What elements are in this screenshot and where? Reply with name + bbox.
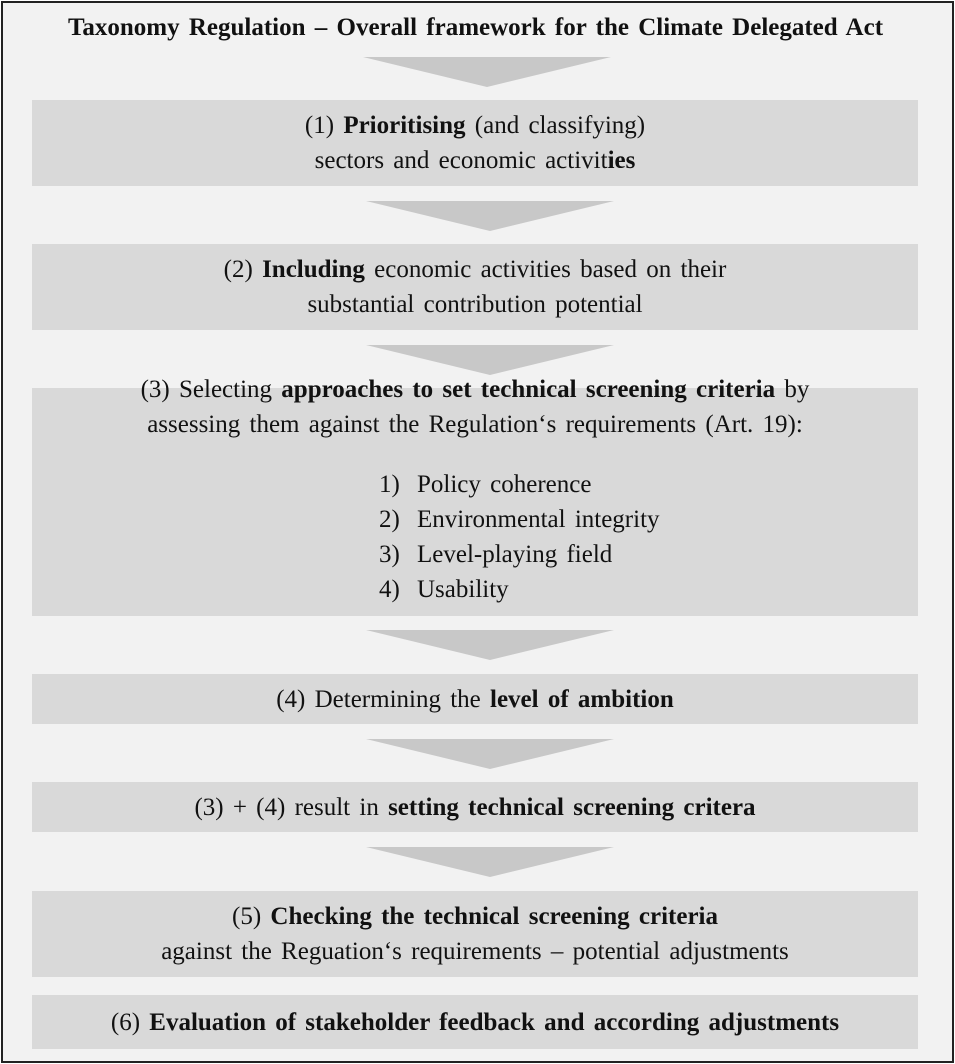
step-4-box	[32, 674, 918, 724]
requirement-item: 4) Usability	[379, 576, 509, 603]
flow-arrow	[366, 630, 614, 660]
step-4-line-1: (4) Determining the level of ambition	[276, 685, 674, 713]
requirement-item: 1) Policy coherence	[379, 471, 592, 498]
flow-arrow	[363, 57, 611, 87]
step-6-line-1: (6) Evaluation of stakeholder feedback and according adjustments	[110, 1008, 840, 1036]
step-5-line-2: against the Reguation‘s requirements – potential adjustments	[161, 938, 789, 965]
requirement-item: 3) Level-playing field	[379, 541, 613, 568]
result-line-1: (3) + (4) result in setting technical screening critera	[194, 793, 756, 821]
step-5-line-1: (5) Checking the technical screening criteria	[232, 903, 718, 930]
step-1-line-2: sectors and economic activities	[314, 147, 636, 174]
flow-arrow	[366, 201, 614, 231]
diagram-title: Taxonomy Regulation – Overall framework for the Climate Delegated Act	[67, 14, 884, 41]
step-6-box	[32, 995, 918, 1049]
requirement-item: 2) Environmental integrity	[379, 506, 660, 533]
flow-arrow	[366, 345, 614, 375]
step-3-line-2: assessing them against the Regulation‘s requirements (Art. 19):	[147, 411, 803, 438]
flow-arrow	[366, 739, 614, 769]
step-2-line-2: substantial contribution potential	[307, 291, 643, 318]
result-box	[32, 782, 918, 832]
step-1-line-1: (1) Prioritising (and classifying)	[304, 112, 646, 139]
flow-arrow	[366, 847, 614, 877]
step-3-box	[32, 376, 918, 616]
step-5-box	[32, 891, 918, 977]
step-2-box	[32, 244, 918, 330]
requirements-list	[379, 467, 660, 607]
step-3-line-1: (3) Selecting approaches to set technical screening criteria by	[140, 376, 810, 403]
step-1-box	[32, 100, 918, 186]
step-2-line-1: (2) Including economic activities based on their	[223, 256, 727, 283]
